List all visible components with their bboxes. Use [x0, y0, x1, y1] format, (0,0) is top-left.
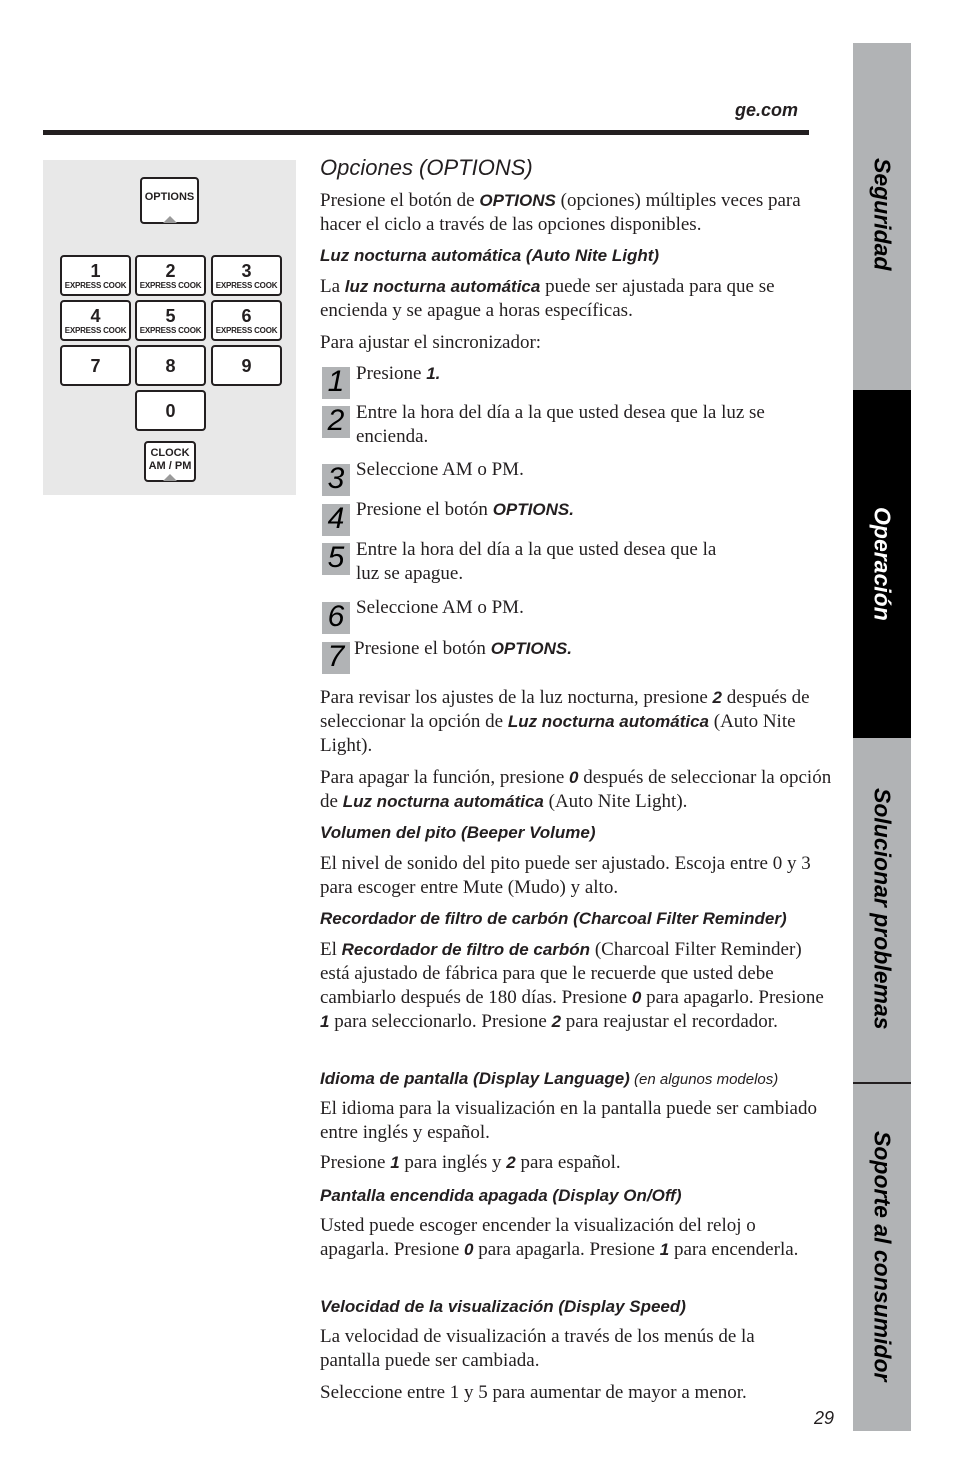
- tab-seguridad[interactable]: [853, 43, 911, 390]
- nite-paragraph: La luz nocturna automática puede ser ajustada para que se encienda y se apague a horas específicas.: [320, 276, 775, 321]
- step-number-5: 5: [322, 543, 350, 575]
- subheading-auto-nite-light: Luz nocturna automática (Auto Nite Light): [320, 246, 660, 265]
- key-number: 8: [165, 356, 176, 376]
- key-4: [60, 300, 131, 341]
- subheading-display-language: Idioma de pantalla (Display Language) (en algunos modelos): [320, 1069, 779, 1088]
- key-sublabel: EXPRESS COOK: [215, 326, 278, 335]
- key-number: 5: [165, 306, 176, 326]
- turn-off-paragraph: Para apagar la función, presione 0 después de seleccionar la opción de Luz nocturna automática (Auto Nite Light).: [320, 767, 832, 812]
- step-text-4: Presione el botón OPTIONS.: [356, 499, 574, 520]
- key-number: 1: [90, 261, 101, 281]
- tab-seguridad-label: Seguridad: [869, 158, 896, 271]
- charcoal-paragraph: El Recordador de filtro de carbón (Charcoal Filter Reminder) está ajustado de fábrica para que le recuerde que usted debe cambiarlo después de 180 días. Presione 0 para apagarlo. Presione 1 para seleccionarlo. Presione 2 para reajustar el recordador.: [320, 939, 824, 1032]
- beeper-paragraph: El nivel de sonido del pito puede ser ajustado. Escoja entre 0 y 3 para escoger entre Mute (Mudo) y alto.: [320, 853, 811, 898]
- options-key: [140, 177, 199, 224]
- subheading-display-speed: Velocidad de la visualización (Display Speed): [320, 1297, 686, 1316]
- key-0: [135, 390, 206, 431]
- subheading-display-on-off: Pantalla encendida apagada (Display On/Off): [320, 1186, 682, 1205]
- step-number-2: 2: [322, 406, 350, 438]
- clock-key-label: CLOCK: [150, 447, 190, 459]
- key-8: [135, 345, 206, 386]
- key-sublabel: EXPRESS COOK: [64, 281, 127, 290]
- key-5: [135, 300, 206, 341]
- step-number-4: 4: [322, 504, 350, 536]
- step-text-7: Presione el botón OPTIONS.: [354, 638, 572, 659]
- page-number: 29: [814, 1408, 835, 1428]
- tab-solucionar[interactable]: [853, 738, 911, 1083]
- subheading-charcoal-filter: Recordador de filtro de carbón (Charcoal Filter Reminder): [320, 909, 787, 928]
- step-number-6: 6: [322, 602, 350, 634]
- step-number-1: 1: [322, 367, 350, 399]
- section-title: Opciones (OPTIONS): [320, 155, 533, 180]
- review-paragraph: Para revisar los ajustes de la luz nocturna, presione 2 después de seleccionar la opción de Luz nocturna automática (Auto Nite Light).: [320, 687, 810, 756]
- key-number: 3: [241, 261, 252, 281]
- key-sublabel: EXPRESS COOK: [139, 281, 202, 290]
- step-text-3: Seleccione AM o PM.: [356, 459, 524, 480]
- tab-operacion-label: Operación: [869, 507, 896, 621]
- indicator-arrow-icon: [163, 216, 177, 223]
- key-number: 6: [241, 306, 252, 326]
- header-rule: [43, 130, 809, 135]
- subheading-beeper-volume: Volumen del pito (Beeper Volume): [320, 823, 596, 842]
- key-number: 0: [165, 401, 176, 421]
- side-tabs: [853, 43, 911, 1431]
- key-number: 7: [90, 356, 101, 376]
- ampm-key-label: AM / PM: [148, 460, 192, 472]
- indicator-arrow-icon: [163, 474, 177, 481]
- site-url: ge.com: [735, 100, 799, 120]
- step-text-2: Entre la hora del día a la que usted desea que la luz se encienda.: [356, 402, 765, 447]
- key-2: [135, 255, 206, 296]
- timer-intro: Para ajustar el sincronizador:: [320, 332, 542, 353]
- key-number: 9: [241, 356, 252, 376]
- key-7: [60, 345, 131, 386]
- tab-soporte-label: Soporte al consumidor: [869, 1131, 896, 1382]
- step-text-1: Presione 1.: [356, 363, 441, 384]
- tab-operacion[interactable]: [853, 390, 911, 738]
- step-number-7: 7: [322, 642, 350, 674]
- key-number: 2: [165, 261, 176, 281]
- clock-ampm-key: [144, 441, 196, 482]
- key-sublabel: EXPRESS COOK: [215, 281, 278, 290]
- language-keys-paragraph: Presione 1 para inglés y 2 para español.: [320, 1152, 621, 1173]
- speed-paragraph: La velocidad de visualización a través de los menús de la pantalla puede ser cambiada.: [320, 1326, 755, 1371]
- step-number-3: 3: [322, 464, 350, 496]
- intro-paragraph: Presione el botón de OPTIONS (opciones) múltiples veces para hacer el ciclo a través de las opciones disponibles.: [320, 190, 801, 235]
- key-6: [211, 300, 282, 341]
- key-9: [211, 345, 282, 386]
- key-sublabel: EXPRESS COOK: [139, 326, 202, 335]
- options-key-label: OPTIONS: [144, 191, 195, 203]
- speed-range-paragraph: Seleccione entre 1 y 5 para aumentar de mayor a menor.: [320, 1382, 747, 1403]
- key-3: [211, 255, 282, 296]
- language-paragraph: El idioma para la visualización en la pantalla puede ser cambiado entre inglés y español.: [320, 1098, 817, 1143]
- key-sublabel: EXPRESS COOK: [64, 326, 127, 335]
- display-paragraph: Usted puede escoger encender la visualización del reloj o apagarla. Presione 0 para apagarla. Presione 1 para encenderla.: [320, 1215, 799, 1260]
- tab-solucionar-label: Solucionar problemas: [869, 788, 896, 1030]
- tab-soporte[interactable]: [853, 1084, 911, 1431]
- step-text-6: Seleccione AM o PM.: [356, 597, 524, 618]
- keypad-illustration: [43, 160, 296, 495]
- key-number: 4: [90, 306, 101, 326]
- key-1: [60, 255, 131, 296]
- step-text-5: Entre la hora del día a la que usted desea que la luz se apague.: [356, 539, 717, 584]
